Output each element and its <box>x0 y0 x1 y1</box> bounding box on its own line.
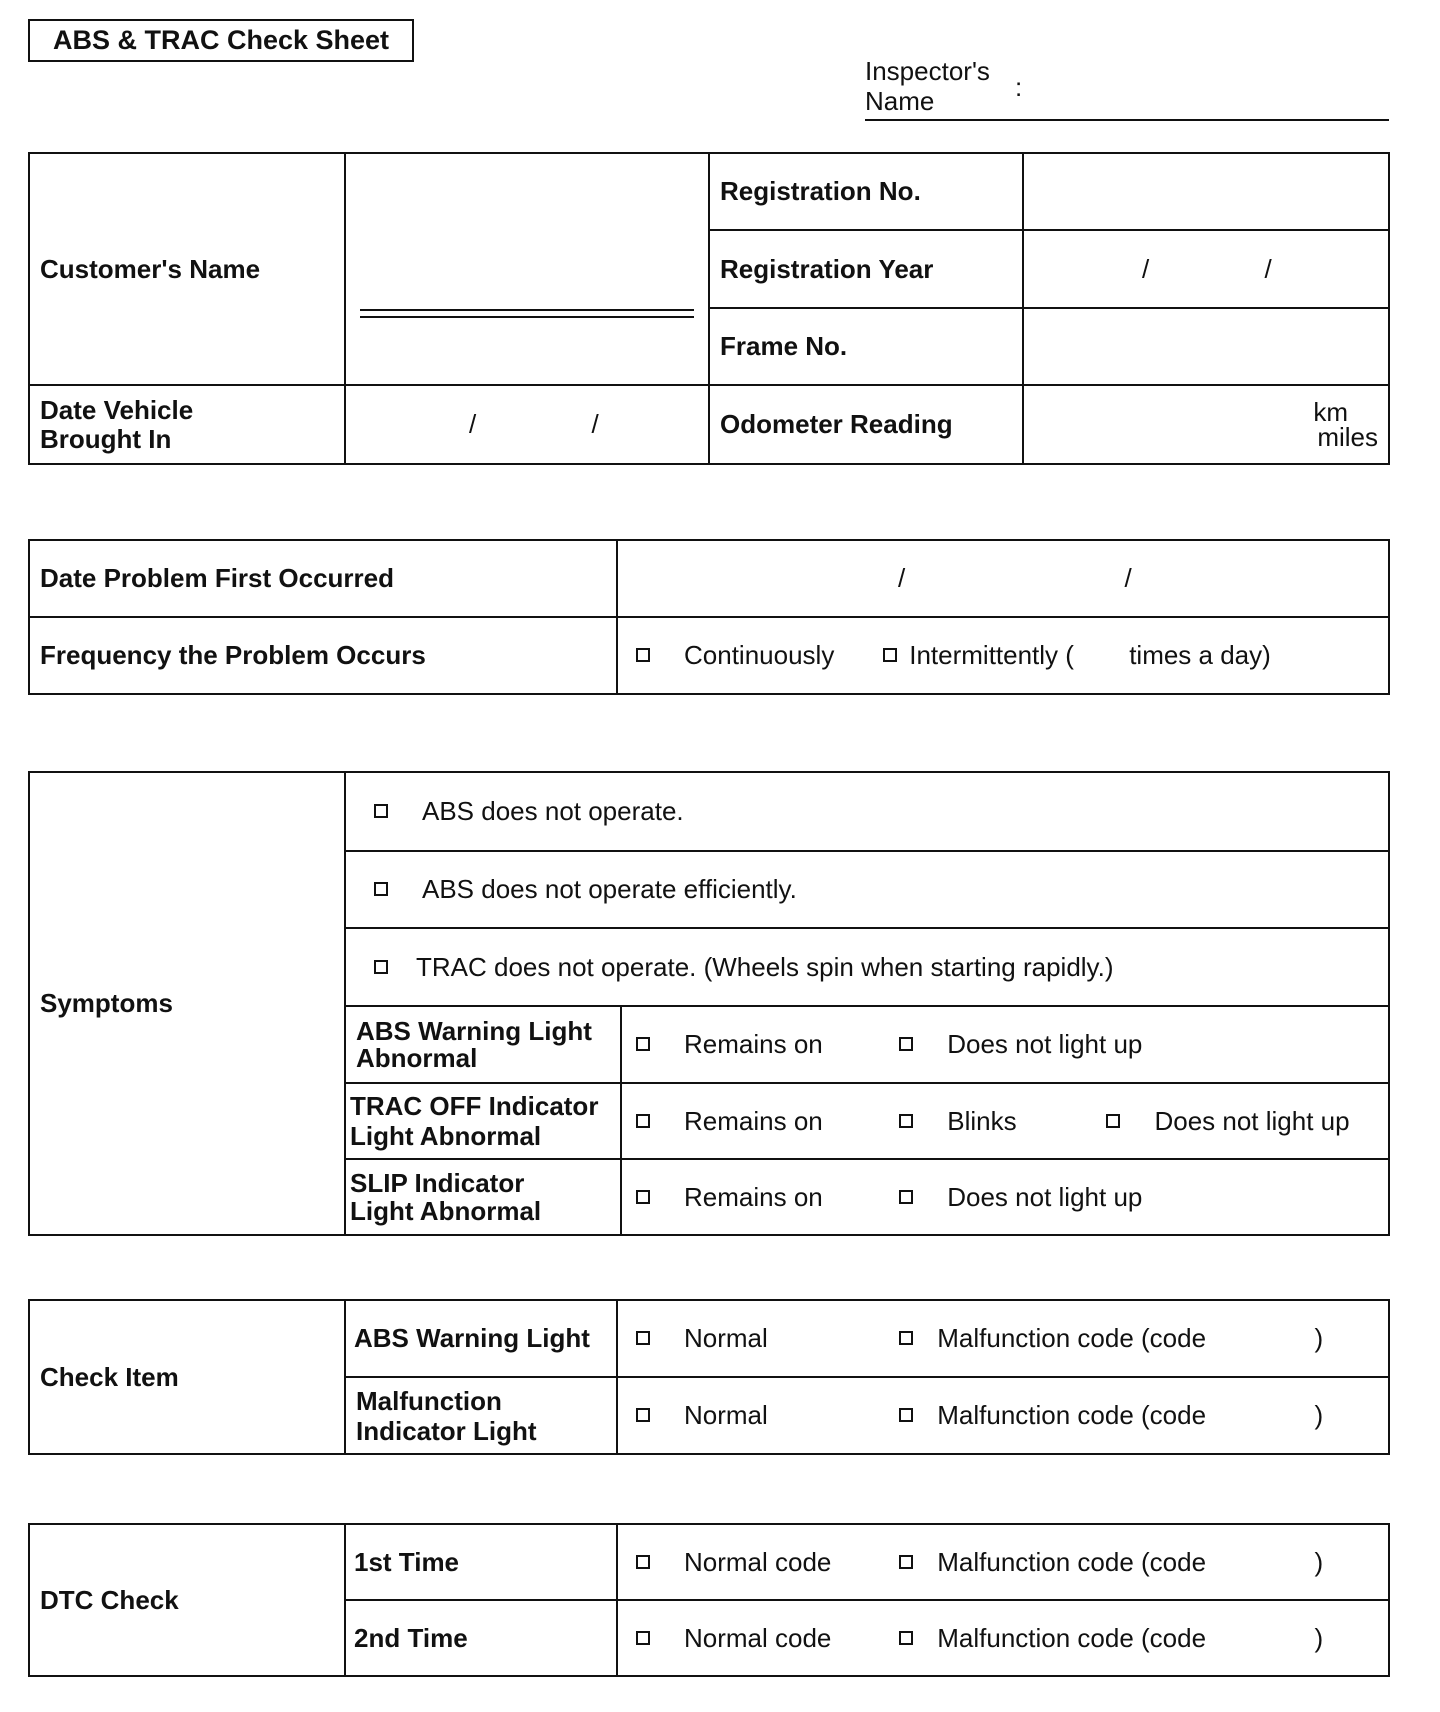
label-line: Light Abnormal <box>350 1196 542 1226</box>
frame-no-field[interactable] <box>1023 308 1389 385</box>
option-label: Malfunction code (code <box>937 1400 1207 1430</box>
dtc-check-label: DTC Check <box>29 1524 345 1676</box>
option-label: Blinks <box>947 1105 1017 1136</box>
unit-miles: miles <box>1317 421 1378 452</box>
label-line: Indicator Light <box>356 1415 537 1446</box>
label-line: SLIP Indicator <box>350 1168 525 1198</box>
frame-no-label: Frame No. <box>709 308 1023 385</box>
option-label: Does not light up <box>1154 1105 1350 1136</box>
frequency-field <box>617 617 1389 694</box>
option-label: Normal <box>684 1323 768 1353</box>
symptom-abs-not-operate <box>345 772 1389 851</box>
date-separator: / <box>1142 253 1150 284</box>
problem-table <box>28 539 1390 695</box>
checkbox-abs-not-operate[interactable] <box>374 804 388 818</box>
date-brought-in-label <box>29 385 345 464</box>
slip-options <box>621 1159 1389 1235</box>
symptom-text: ABS does not operate. <box>422 796 684 826</box>
label-line: ABS Warning Light <box>356 1015 592 1046</box>
vehicle-info-table <box>28 152 1390 465</box>
option-label: Normal <box>684 1400 768 1430</box>
checkbox-malfunction-code[interactable] <box>899 1408 913 1422</box>
abs-warning-options <box>621 1006 1389 1083</box>
close-paren: ) <box>1314 1323 1324 1353</box>
close-paren: ) <box>1314 1400 1324 1430</box>
inspector-name-label <box>865 56 990 116</box>
slip-abnormal-label <box>345 1159 621 1235</box>
customer-name-field[interactable] <box>345 153 709 385</box>
check-abs-warning-options <box>617 1300 1389 1377</box>
symptom-abs-not-efficient <box>345 851 1389 928</box>
dtc-check-table <box>28 1523 1390 1677</box>
customer-name-label: Customer's Name <box>29 153 345 385</box>
dtc-first-time-options <box>617 1524 1389 1600</box>
close-paren: ) <box>1314 1546 1324 1577</box>
close-paren: ) <box>1314 1622 1324 1653</box>
symptoms-table <box>28 771 1390 1236</box>
checkbox-remains-on[interactable] <box>636 1190 650 1204</box>
date-first-occurred-field[interactable] <box>617 540 1389 617</box>
dtc-second-time-options <box>617 1600 1389 1676</box>
option-label: Does not light up <box>947 1029 1143 1059</box>
checkbox-trac-not-operate[interactable] <box>374 960 388 974</box>
option-label: Malfunction code (code <box>937 1622 1207 1653</box>
date-separator: / <box>469 409 477 439</box>
checkbox-normal[interactable] <box>636 1331 650 1345</box>
dtc-second-time-label: 2nd Time <box>345 1600 617 1676</box>
label-line: TRAC OFF Indicator <box>350 1091 599 1121</box>
inspector-name-field[interactable] <box>865 119 1389 121</box>
inspector-colon: : <box>1015 72 1023 102</box>
date-brought-in-line1: Date Vehicle <box>40 394 194 425</box>
checkbox-does-not-light-up[interactable] <box>899 1037 913 1051</box>
trac-off-options <box>621 1083 1389 1159</box>
check-abs-warning-light-label: ABS Warning Light <box>345 1300 617 1377</box>
times-a-day-label: times a day) <box>1129 640 1271 670</box>
checkbox-malfunction-code[interactable] <box>899 1331 913 1345</box>
option-label: Normal code <box>684 1546 832 1577</box>
checkbox-continuously[interactable] <box>636 648 650 662</box>
registration-year-field[interactable] <box>1023 230 1389 308</box>
option-label: Remains on <box>684 1029 823 1059</box>
option-intermittently: Intermittently ( <box>909 640 1074 670</box>
checkbox-normal[interactable] <box>636 1408 650 1422</box>
checkbox-intermittently[interactable] <box>883 648 897 662</box>
date-separator: / <box>1124 563 1132 593</box>
odometer-field[interactable] <box>1023 385 1389 464</box>
checkbox-normal-code[interactable] <box>636 1555 650 1569</box>
checkbox-abs-not-efficient[interactable] <box>374 882 388 896</box>
label-line: Light Abnormal <box>350 1121 542 1151</box>
checkbox-does-not-light-up[interactable] <box>1106 1114 1120 1128</box>
check-item-label: Check Item <box>29 1300 345 1454</box>
dtc-first-time-label: 1st Time <box>345 1524 617 1600</box>
date-separator: / <box>1264 253 1272 284</box>
inspector-label-line2: Name <box>865 86 935 116</box>
registration-year-label: Registration Year <box>709 230 1023 308</box>
checkbox-malfunction-code[interactable] <box>899 1631 913 1645</box>
option-label: Remains on <box>684 1181 823 1212</box>
option-label: Remains on <box>684 1105 823 1136</box>
check-mil-label <box>345 1377 617 1454</box>
checkbox-malfunction-code[interactable] <box>899 1555 913 1569</box>
symptom-trac-not-operate <box>345 928 1389 1006</box>
label-line: Malfunction <box>356 1385 502 1416</box>
option-label: Normal code <box>684 1622 832 1653</box>
checkbox-normal-code[interactable] <box>636 1631 650 1645</box>
unit-km: km <box>1313 396 1348 427</box>
date-separator: / <box>591 409 599 439</box>
odometer-label: Odometer Reading <box>709 385 1023 464</box>
checkbox-remains-on[interactable] <box>636 1114 650 1128</box>
date-brought-in-field[interactable] <box>345 385 709 464</box>
date-first-occurred-label: Date Problem First Occurred <box>29 540 617 617</box>
checkbox-blinks[interactable] <box>899 1114 913 1128</box>
check-mil-options <box>617 1377 1389 1454</box>
trac-off-abnormal-label <box>345 1083 621 1159</box>
check-item-table <box>28 1299 1390 1455</box>
option-label: Does not light up <box>947 1181 1143 1212</box>
abs-warning-abnormal-label <box>345 1006 621 1083</box>
registration-no-label: Registration No. <box>709 153 1023 230</box>
registration-no-field[interactable] <box>1023 153 1389 230</box>
option-label: Malfunction code (code <box>937 1546 1207 1577</box>
date-separator: / <box>898 563 906 593</box>
name-underline <box>360 309 694 318</box>
symptoms-label: Symptoms <box>29 772 345 1235</box>
symptom-text: TRAC does not operate. (Wheels spin when starting rapidly.) <box>416 951 1114 982</box>
sheet-title: ABS & TRAC Check Sheet <box>28 19 414 62</box>
date-brought-in-line2: Brought In <box>40 423 172 454</box>
checkbox-remains-on[interactable] <box>636 1037 650 1051</box>
frequency-label: Frequency the Problem Occurs <box>29 617 617 694</box>
label-line: Abnormal <box>356 1042 478 1073</box>
inspector-label-line1: Inspector's <box>865 56 990 86</box>
symptom-text: ABS does not operate efficiently. <box>422 874 797 904</box>
checkbox-does-not-light-up[interactable] <box>899 1190 913 1204</box>
option-continuously: Continuously <box>684 640 835 670</box>
option-label: Malfunction code (code <box>937 1323 1207 1353</box>
